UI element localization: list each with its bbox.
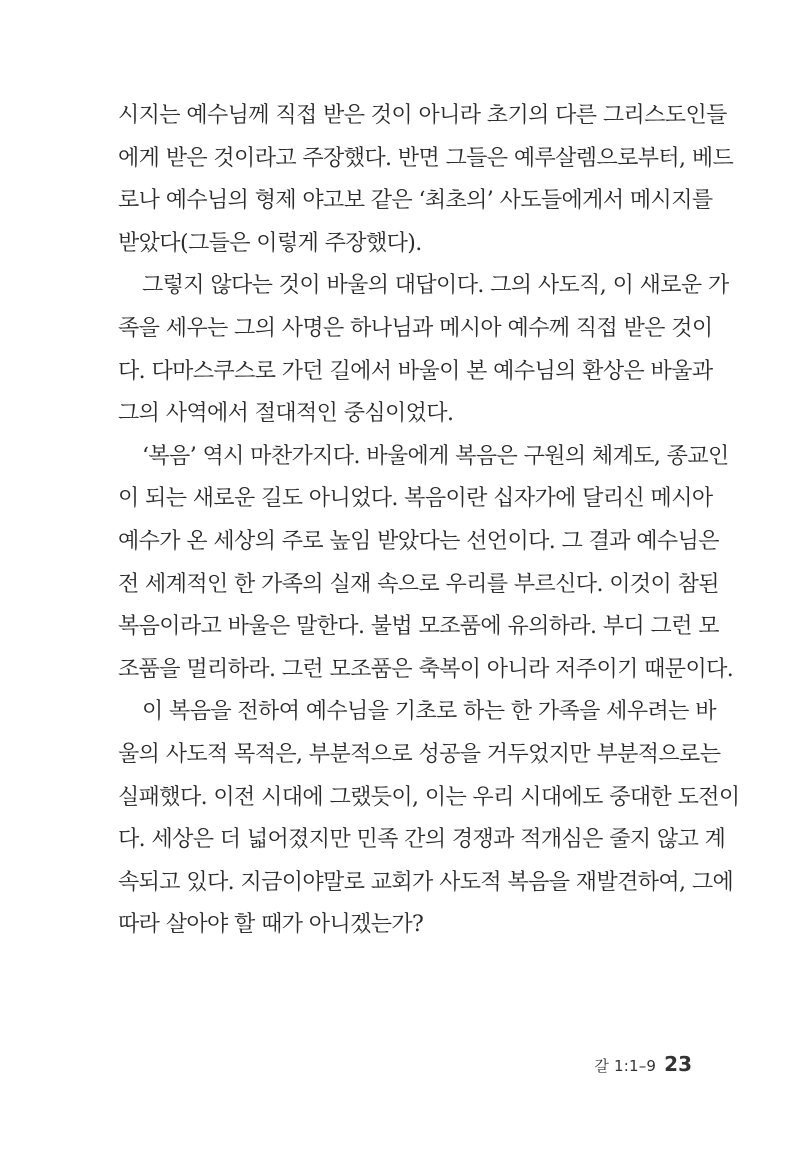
paragraph-1 <box>118 95 734 265</box>
text-line: 다. 다마스쿠스로 가던 길에서 바울이 본 예수님의 환상은 바울과 <box>118 358 713 384</box>
page-number: 23 <box>664 1052 692 1076</box>
text-line: 에게 받은 것이라고 주장했다. 반면 그들은 예루살렘으로부터, 베드 <box>118 145 734 171</box>
paragraph-2 <box>118 265 729 435</box>
text-line: 전 세계적인 한 가족의 실재 속으로 우리를 부르신다. 이것이 참된 <box>118 571 719 597</box>
paragraph-3 <box>118 436 734 692</box>
text-line: 로나 예수님의 형제 야고보 같은 ‘최초의’ 사도들에게서 메시지를 <box>118 188 713 214</box>
text-line: 따라 살아야 할 때가 아니겠는가? <box>118 912 424 938</box>
text-line: 족을 세우는 그의 사명은 하나님과 메시아 예수께 직접 받은 것이 <box>118 315 713 341</box>
text-line: 시지는 예수님께 직접 받은 것이 아니라 초기의 다른 그리스도인들 <box>118 103 727 128</box>
text-line: 그의 사역에서 절대적인 중심이었다. <box>118 401 454 427</box>
text-line: 그렇지 않다는 것이 바울의 대답이다. 그의 사도직, 이 새로운 가 <box>142 273 729 299</box>
text-line: 예수가 온 세상의 주로 높임 받았다는 선언이다. 그 결과 예수님은 <box>118 528 719 554</box>
paragraph-4 <box>118 691 740 947</box>
text-line: 다. 세상은 더 넓어졌지만 민족 간의 경쟁과 적개심은 줄지 않고 계 <box>118 827 726 853</box>
text-line: 울의 사도적 목적은, 부분적으로 성공을 거두었지만 부분적으로는 <box>118 741 721 767</box>
text-line: 이 복음을 전하여 예수님을 기초로 하는 한 가족을 세우려는 바 <box>142 699 716 725</box>
text-line: 이 되는 새로운 길도 아니었다. 복음이란 십자가에 달리신 메시아 <box>118 486 713 512</box>
page-footer <box>594 1052 692 1076</box>
text-line: ‘복음’ 역시 마찬가지다. 바울에게 복음은 구원의 체계도, 종교인 <box>142 443 729 469</box>
text-line: 실패했다. 이전 시대에 그랬듯이, 이는 우리 시대에도 중대한 도전이 <box>118 784 740 810</box>
text-line: 속되고 있다. 지금이야말로 교회가 사도적 복음을 재발견하여, 그에 <box>118 869 734 895</box>
body-text <box>118 95 740 947</box>
text-line: 복음이라고 바울은 말한다. 불법 모조품에 유의하라. 부디 그런 모 <box>118 614 719 640</box>
text-line: 조품을 멀리하라. 그런 모조품은 축복이 아니라 저주이기 때문이다. <box>118 656 734 682</box>
chapter-reference: 갈 1:1–9 <box>594 1057 657 1075</box>
text-line: 받았다(그들은 이렇게 주장했다). <box>118 230 422 256</box>
